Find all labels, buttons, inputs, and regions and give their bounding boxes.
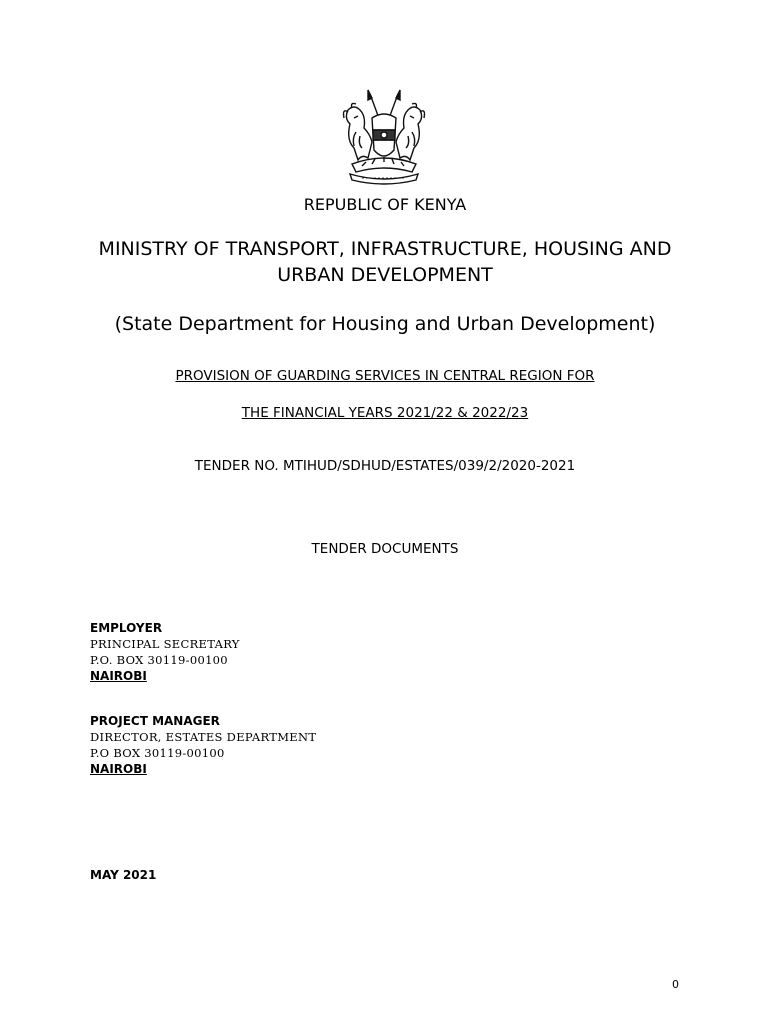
coat-of-arms-icon xyxy=(332,88,436,186)
project-manager-city: NAIROBI xyxy=(90,762,147,776)
tender-number: TENDER NO. MTIHUD/SDHUD/ESTATES/039/2/2020-2021 xyxy=(194,458,576,474)
employer-heading: EMPLOYER xyxy=(90,621,163,635)
ministry-heading-line-1: MINISTRY OF TRANSPORT, INFRASTRUCTURE, HOUSING AND xyxy=(98,238,672,260)
page-number: 0 xyxy=(672,978,679,991)
employer-block xyxy=(90,620,240,684)
employer-line-2: P.O. BOX 30119-00100 xyxy=(90,653,228,667)
tender-title-line-1: PROVISION OF GUARDING SERVICES IN CENTRAL REGION FOR xyxy=(175,368,595,384)
document-date: MAY 2021 xyxy=(90,868,157,882)
project-manager-line-2: P.O BOX 30119-00100 xyxy=(90,746,225,760)
project-manager-block xyxy=(90,713,316,777)
country-heading: REPUBLIC OF KENYA xyxy=(303,195,467,214)
employer-line-1: PRINCIPAL SECRETARY xyxy=(90,637,240,651)
tender-documents-label: TENDER DOCUMENTS xyxy=(311,541,459,557)
ministry-heading-line-2: URBAN DEVELOPMENT xyxy=(277,264,493,286)
project-manager-line-1: DIRECTOR, ESTATES DEPARTMENT xyxy=(90,730,317,744)
project-manager-heading: PROJECT MANAGER xyxy=(90,714,220,728)
state-department-heading: (State Department for Housing and Urban Development) xyxy=(114,313,656,335)
ministry-heading xyxy=(0,236,770,288)
tender-title-line-2: THE FINANCIAL YEARS 2021/22 & 2022/23 xyxy=(241,405,529,421)
employer-city: NAIROBI xyxy=(90,669,147,683)
